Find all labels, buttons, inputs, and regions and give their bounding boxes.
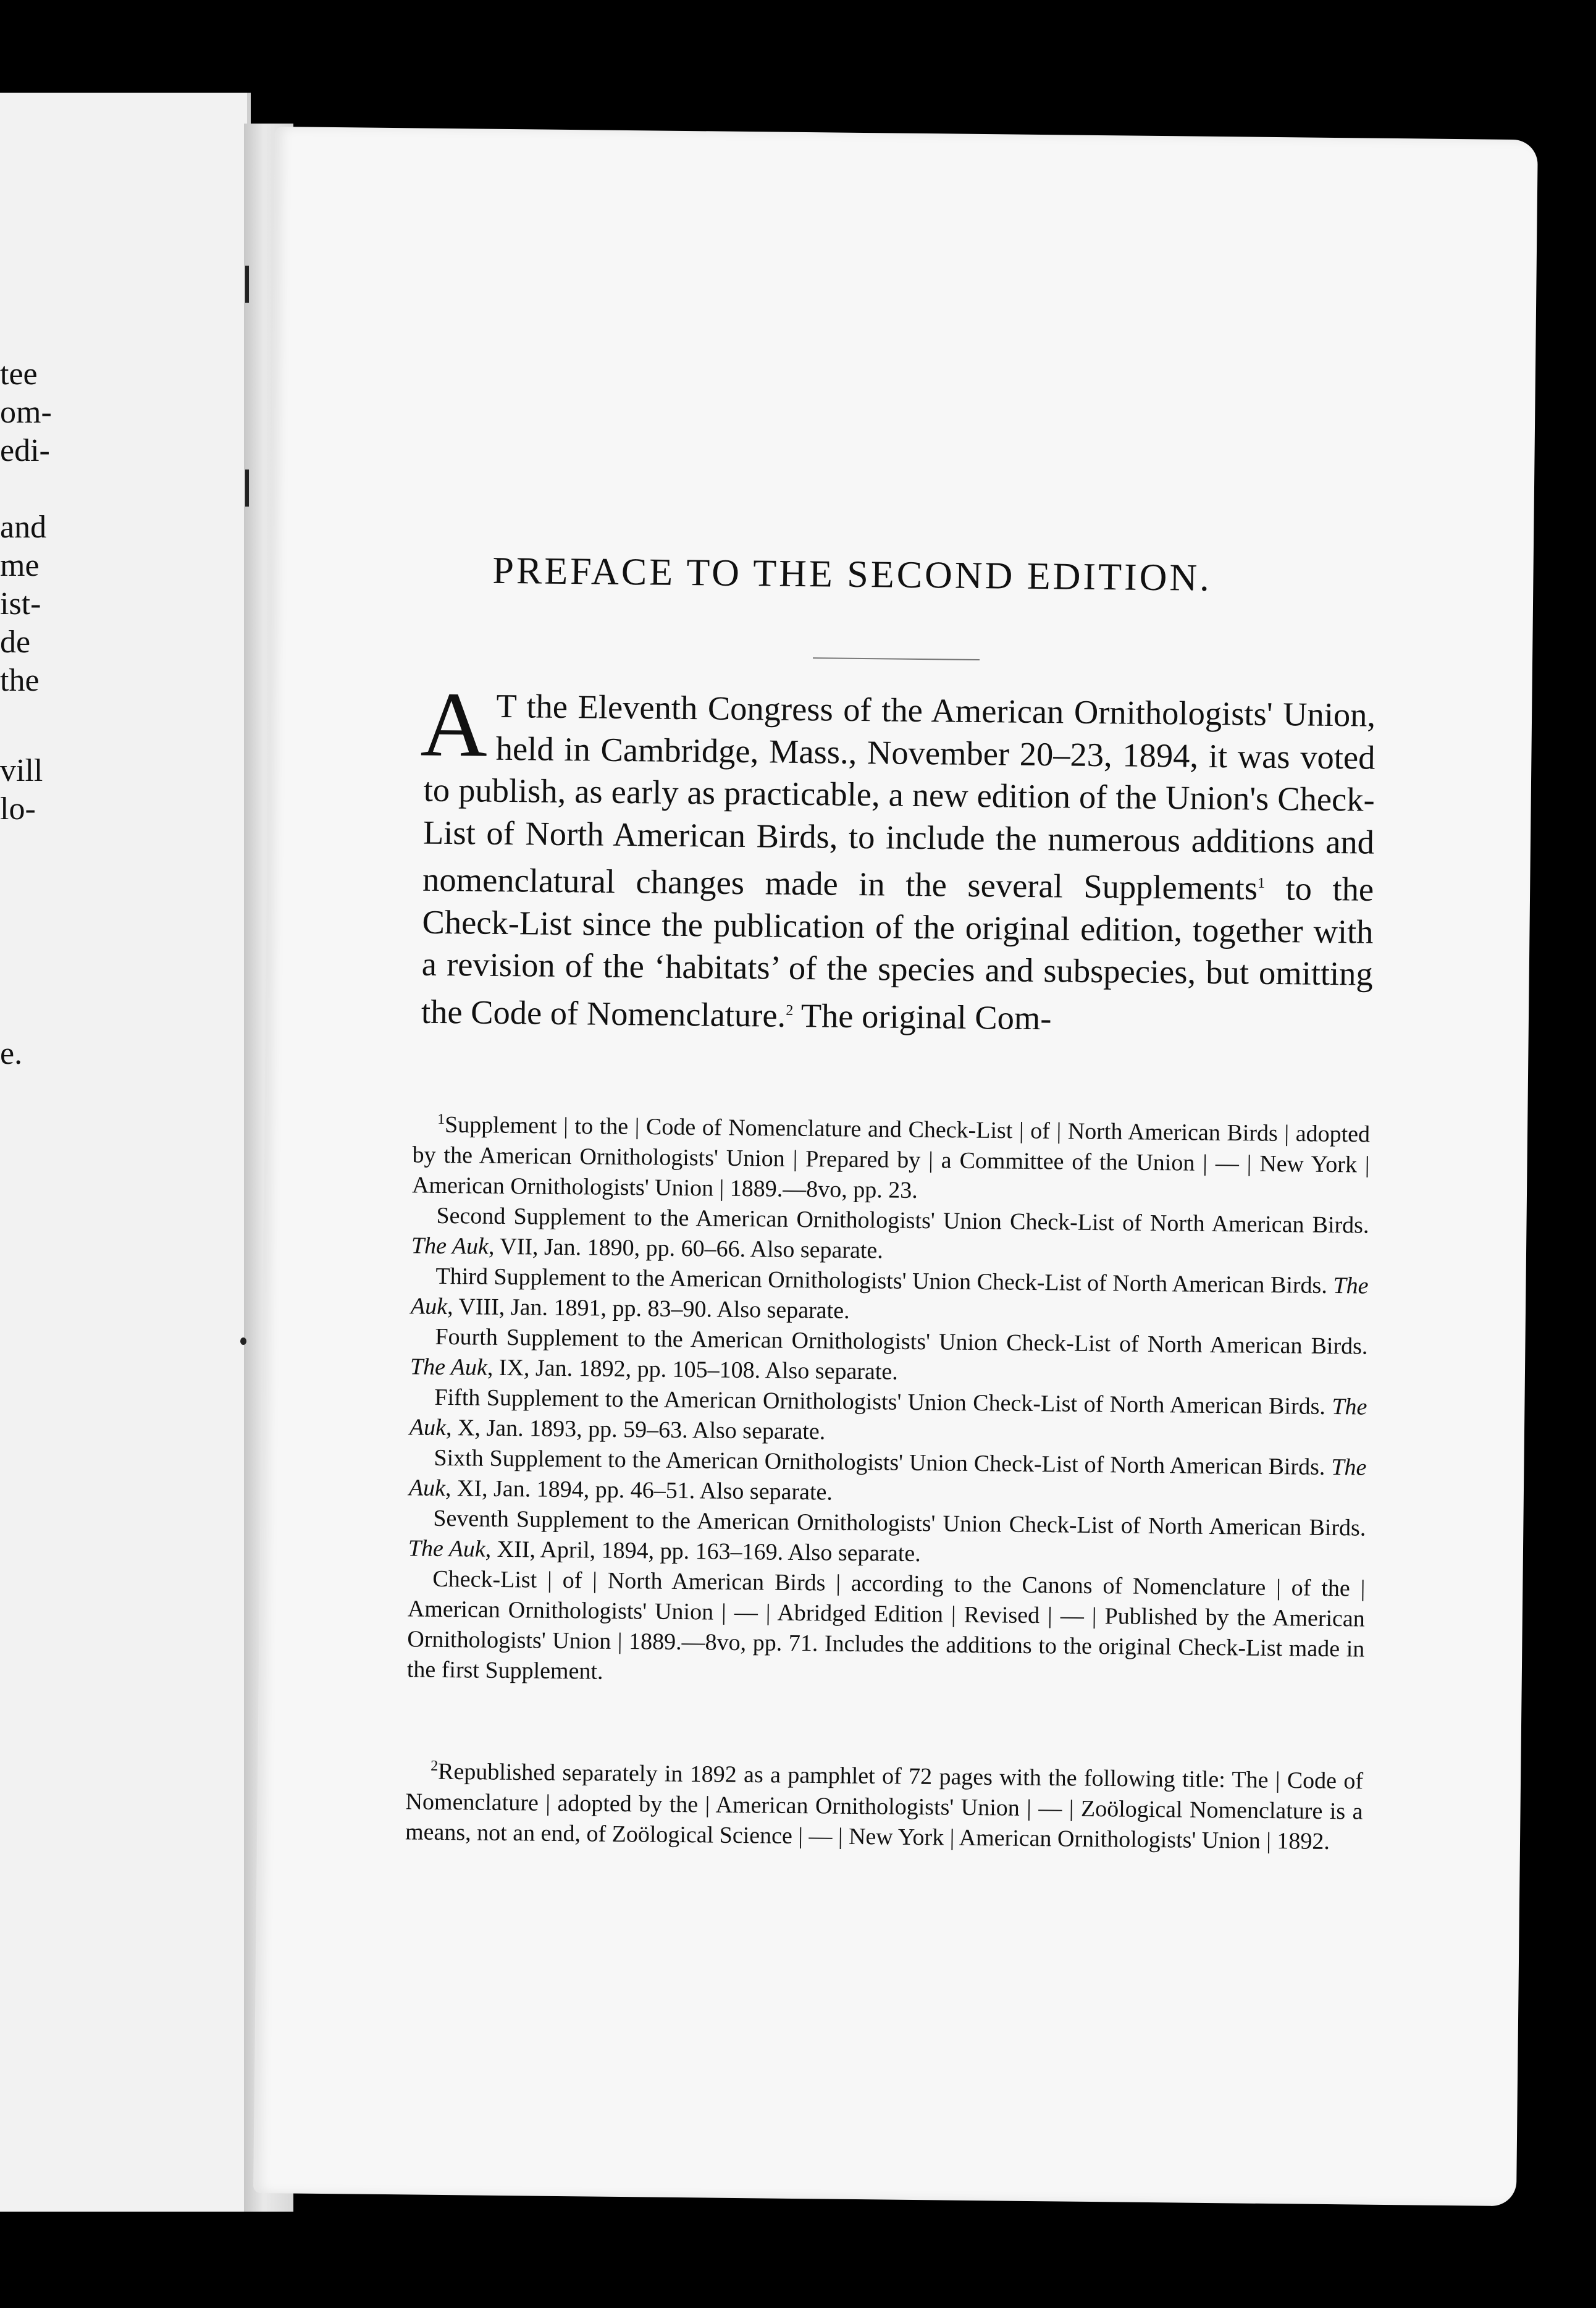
footnote-entry-text: Fourth Supplement to the American Ornithologists' Union Check-List of North American Birds.	[435, 1323, 1368, 1360]
journal-title: The Auk	[408, 1454, 1367, 1501]
left-page-fragment: e.	[0, 1036, 23, 1071]
journal-title: The Auk	[410, 1354, 488, 1381]
journal-title: The Auk	[410, 1272, 1369, 1320]
footnote-mark: 1	[437, 1111, 445, 1127]
journal-title: The Auk	[411, 1232, 489, 1260]
gutter-mark	[245, 266, 249, 303]
gutter-mark	[240, 1337, 246, 1345]
previous-page	[0, 93, 251, 2212]
footnote-entry-text: Republished separately in 1892 as a pamphlet of 72 pages with the following title: The | Code of Nomenclature | adopted by the | American Ornithologists' Union | — | Zoölogical Nomenclature is a means, not an end, of Zoölogical Science | — | New York | American Ornithologists' Union | 1892.	[405, 1758, 1364, 1855]
footnote-entry	[405, 1751, 1364, 1857]
left-page-fragment: ist-	[0, 586, 41, 621]
footnote-entry	[408, 1503, 1366, 1573]
footnote-entry-text: Third Supplement to the American Ornithologists' Union Check-List of North American Birds.	[435, 1263, 1334, 1299]
body-text-part: T the Eleventh Congress of the American Ornithologists' Union, held in Cambridge, Mass., November 20–23, 1894, it was voted to publish, as early as practicable, a new edition of the Union's Check-List of North American Birds, to include the numerous additions and nomenclatural changes made in the several Supplements	[422, 686, 1376, 907]
left-page-fragment: me	[0, 548, 40, 583]
left-page-fragment: edi-	[0, 433, 50, 468]
left-page-fragment: the	[0, 663, 40, 698]
page-title: PREFACE TO THE SECOND EDITION.	[492, 549, 1212, 599]
footnote-entry	[409, 1442, 1367, 1513]
journal-title: The Auk	[408, 1535, 486, 1562]
body-text-part: The original Com-	[792, 996, 1052, 1037]
gutter-mark	[245, 470, 249, 507]
title-rule	[813, 657, 980, 660]
footnote-entry-text: , XI, Jan. 1894, pp. 46–51. Also separate.	[445, 1475, 833, 1506]
footnote-entry-text: Sixth Supplement to the American Ornithologists' Union Check-List of North American Birds.	[434, 1444, 1332, 1480]
current-page	[253, 127, 1538, 2206]
footnote-entry-text: , VII, Jan. 1890, pp. 60–66. Also separate.	[488, 1233, 884, 1264]
footnote-entry-text: , X, Jan. 1893, pp. 59–63. Also separate.	[445, 1414, 826, 1445]
footnote-entry-text: Check-List | of | North American Birds | according to the Canons of Nomenclature | of the | American Ornithologists' Union | — | Abridged Edition | Revised | — | Published by the American Ornithologists' Union | 1889.—8vo, pp. 71. Includes the additions to the original Check-List made in the first Supplement.	[406, 1565, 1366, 1685]
body-paragraph	[420, 673, 1376, 1043]
footnote-entry	[410, 1321, 1368, 1392]
footnote-mark: 2	[430, 1758, 439, 1774]
left-page-fragment: om-	[0, 395, 52, 430]
footnote-entry-text: , IX, Jan. 1892, pp. 105–108. Also separate.	[487, 1354, 898, 1385]
footnote-entry-text: Fifth Supplement to the American Ornithologists' Union Check-List of North American Birds.	[434, 1384, 1332, 1420]
left-page-fragment: de	[0, 625, 31, 660]
journal-title: The Auk	[409, 1393, 1367, 1441]
footnote-entry-text: Supplement | to the | Code of Nomenclature and Check-List | of | North American Birds | adopted by the American Ornithologists' Union | Prepared by | a Committee of the Union | — | New York | American Ornithologists' Union | 1889.—8vo, pp. 23.	[411, 1111, 1371, 1203]
body-text-part: to the Check-List since the publication of the original edition, together with a revision of the ‘habitats’ of the species and subspecies, but omitting the Code of Nomenclature.	[421, 869, 1374, 1034]
footnote-entry	[411, 1261, 1369, 1331]
footnote-1	[407, 1104, 1371, 1695]
footnote-ref-2: 2	[786, 1002, 794, 1019]
footnote-entry-text: Second Supplement to the American Ornithologists' Union Check-List of North American Birds.	[436, 1202, 1369, 1239]
footnote-entry	[411, 1200, 1369, 1271]
footnote-entry	[410, 1382, 1367, 1452]
footnote-entry-text: Seventh Supplement to the American Ornithologists' Union Check-List of North American Birds.	[433, 1505, 1366, 1541]
footnote-entry	[412, 1104, 1371, 1210]
left-page-fragment: lo-	[0, 791, 36, 827]
footnote-entry-text: , VIII, Jan. 1891, pp. 83–90. Also separate.	[447, 1293, 850, 1324]
footnote-entry	[407, 1564, 1366, 1695]
footnote-2	[405, 1751, 1364, 1857]
left-page-fragment: and	[0, 510, 47, 545]
left-page-fragment: tee	[0, 356, 38, 392]
drop-cap: A	[420, 673, 489, 777]
left-page-fragment: vill	[0, 753, 43, 788]
footnote-entry-text: , XII, April, 1894, pp. 163–169. Also separate.	[485, 1536, 922, 1567]
footnote-ref-1: 1	[1257, 875, 1266, 891]
